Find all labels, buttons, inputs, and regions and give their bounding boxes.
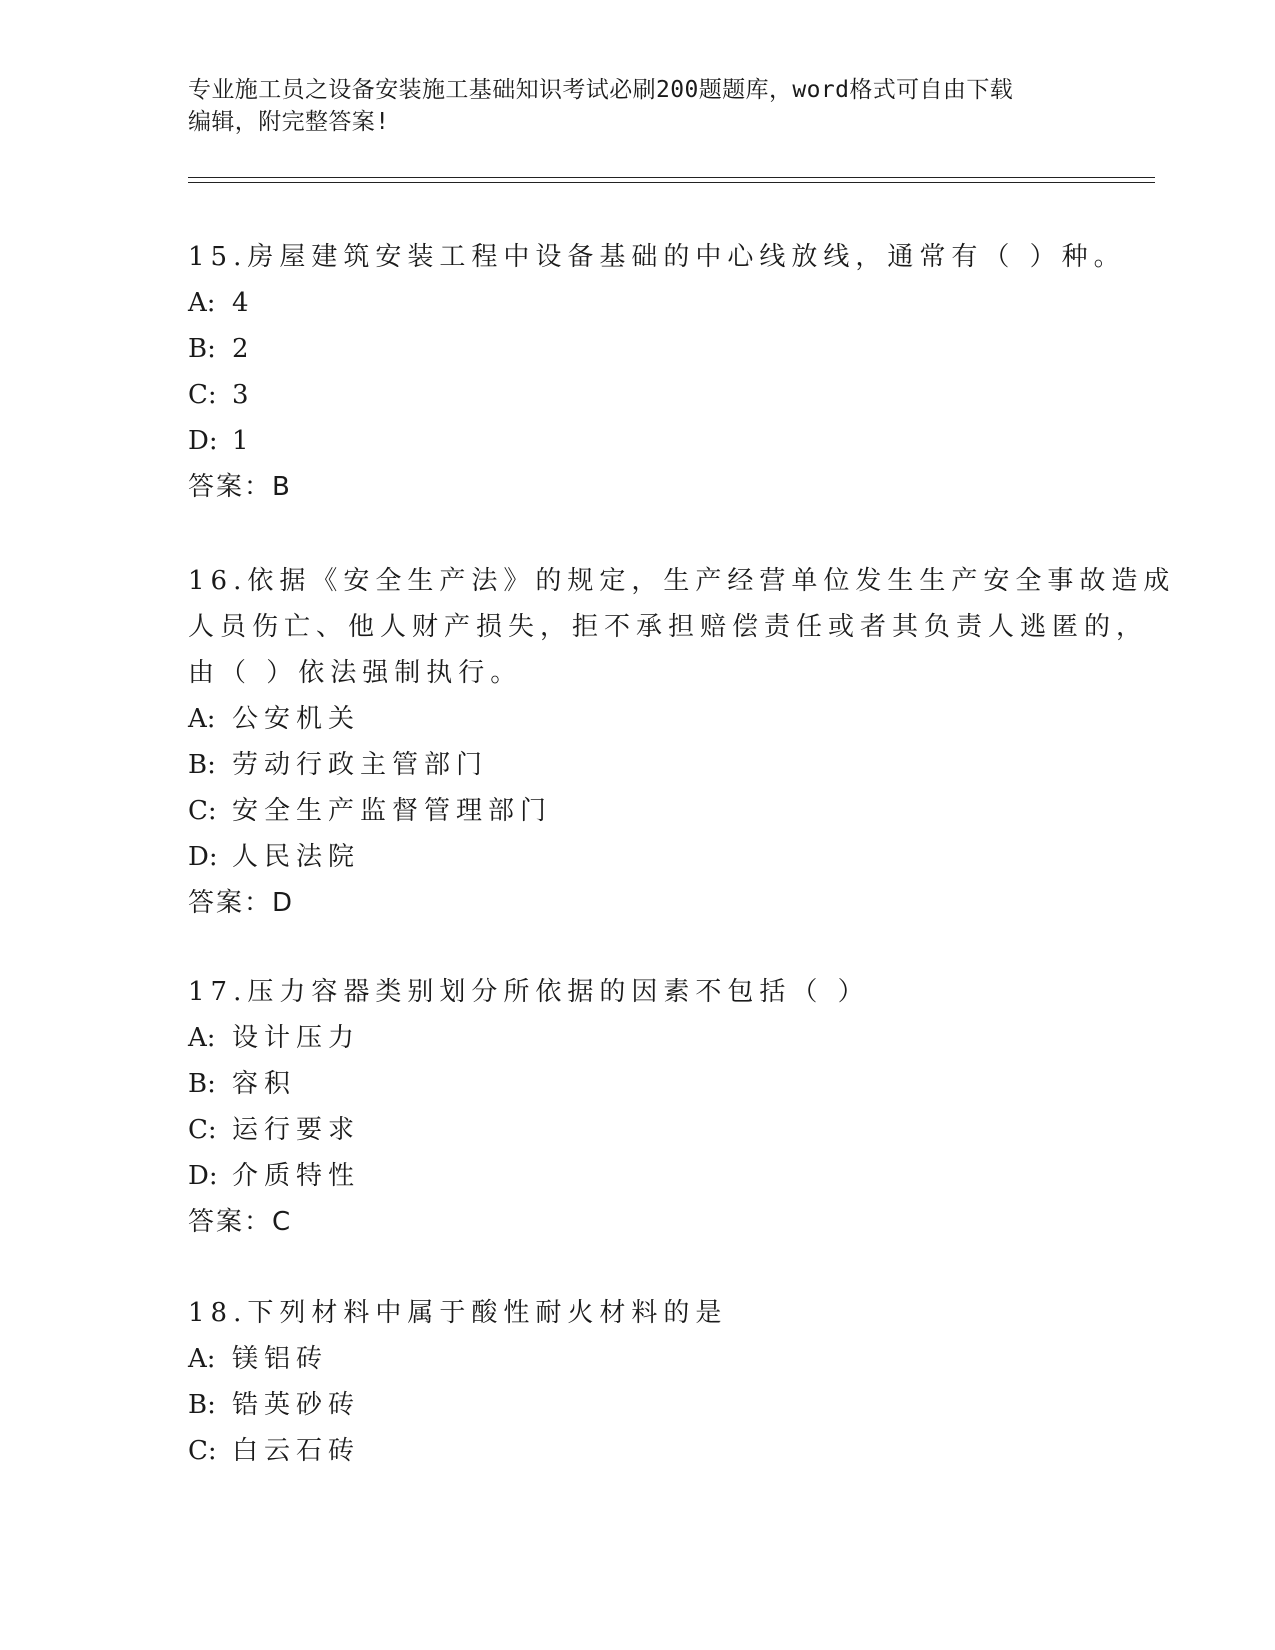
- option-b: [188, 326, 1088, 372]
- option-text: 安全生产监督管理部门: [232, 796, 553, 826]
- option-key: C:: [188, 1115, 217, 1145]
- question-stem: [188, 969, 1088, 1015]
- option-a: [188, 1336, 1088, 1382]
- question-stem: [188, 234, 1126, 280]
- question-stem-line: 由（ ）依法强制执行。: [188, 658, 523, 688]
- option-key: A:: [188, 704, 216, 734]
- question-stem: [188, 558, 1176, 696]
- option-text: 设计压力: [232, 1023, 361, 1053]
- option-text: 镁铝砖: [232, 1344, 329, 1374]
- option-key: A:: [188, 1344, 216, 1374]
- header-title-line-2: 编辑，附完整答案!: [188, 109, 390, 135]
- option-text: 劳动行政主管部门: [232, 750, 489, 780]
- option-text: 3: [232, 380, 255, 410]
- option-text: 4: [232, 288, 255, 318]
- question-stem-line: 16.依据《安全生产法》的规定，生产经营单位发生生产安全事故造成: [188, 566, 1176, 596]
- option-c: [188, 788, 1088, 834]
- option-text: 介质特性: [232, 1161, 361, 1191]
- option-a: [188, 696, 1088, 742]
- option-key: B:: [188, 1069, 216, 1099]
- header-divider-top: [188, 177, 1155, 178]
- option-text: 白云石砖: [232, 1436, 361, 1466]
- option-key: B:: [188, 334, 216, 364]
- question-stem-line: 17.压力容器类别划分所依据的因素不包括（ ）: [188, 977, 870, 1007]
- option-text: 1: [232, 426, 255, 456]
- option-key: C:: [188, 1436, 217, 1466]
- option-key: D:: [188, 426, 218, 456]
- option-d: [188, 1153, 1088, 1199]
- option-key: D:: [188, 1161, 218, 1191]
- option-c: [188, 1428, 1088, 1474]
- option-text: 人民法院: [232, 842, 361, 872]
- option-key: B:: [188, 750, 216, 780]
- question-stem-line: 18.下列材料中属于酸性耐火材料的是: [188, 1298, 728, 1328]
- option-a: [188, 1015, 1088, 1061]
- option-text: 容积: [232, 1069, 297, 1099]
- answer-line: 答案：D: [188, 888, 295, 918]
- option-text: 锆英砂砖: [232, 1390, 361, 1420]
- document-header: [188, 74, 1088, 138]
- option-key: A:: [188, 1023, 216, 1053]
- option-c: [188, 372, 1088, 418]
- option-a: [188, 280, 1088, 326]
- option-key: C:: [188, 380, 217, 410]
- question-stem-line: 15.房屋建筑安装工程中设备基础的中心线放线，通常有（ ）种。: [188, 242, 1126, 272]
- option-key: D:: [188, 842, 218, 872]
- question-17: [188, 969, 1088, 1245]
- question-stem: [188, 1290, 1088, 1336]
- question-15: [188, 234, 1126, 510]
- header-divider-bottom: [188, 182, 1155, 183]
- option-c: [188, 1107, 1088, 1153]
- option-b: [188, 1061, 1088, 1107]
- question-16: [188, 558, 1176, 926]
- option-key: B:: [188, 1390, 216, 1420]
- answer-line: 答案：B: [188, 472, 292, 502]
- option-d: [188, 834, 1088, 880]
- option-text: 2: [232, 334, 255, 364]
- option-key: A:: [188, 288, 216, 318]
- option-text: 公安机关: [232, 704, 361, 734]
- header-title-line-1: 专业施工员之设备安装施工基础知识考试必刷200题题库，word格式可自由下载: [188, 77, 1014, 103]
- question-18: [188, 1290, 1088, 1474]
- option-key: C:: [188, 796, 217, 826]
- option-d: [188, 418, 1088, 464]
- question-stem-line: 人员伤亡、他人财产损失，拒不承担赔偿责任或者其负责人逃匿的，: [188, 612, 1149, 642]
- answer-line: 答案：C: [188, 1207, 293, 1237]
- option-b: [188, 742, 1088, 788]
- option-b: [188, 1382, 1088, 1428]
- option-text: 运行要求: [232, 1115, 361, 1145]
